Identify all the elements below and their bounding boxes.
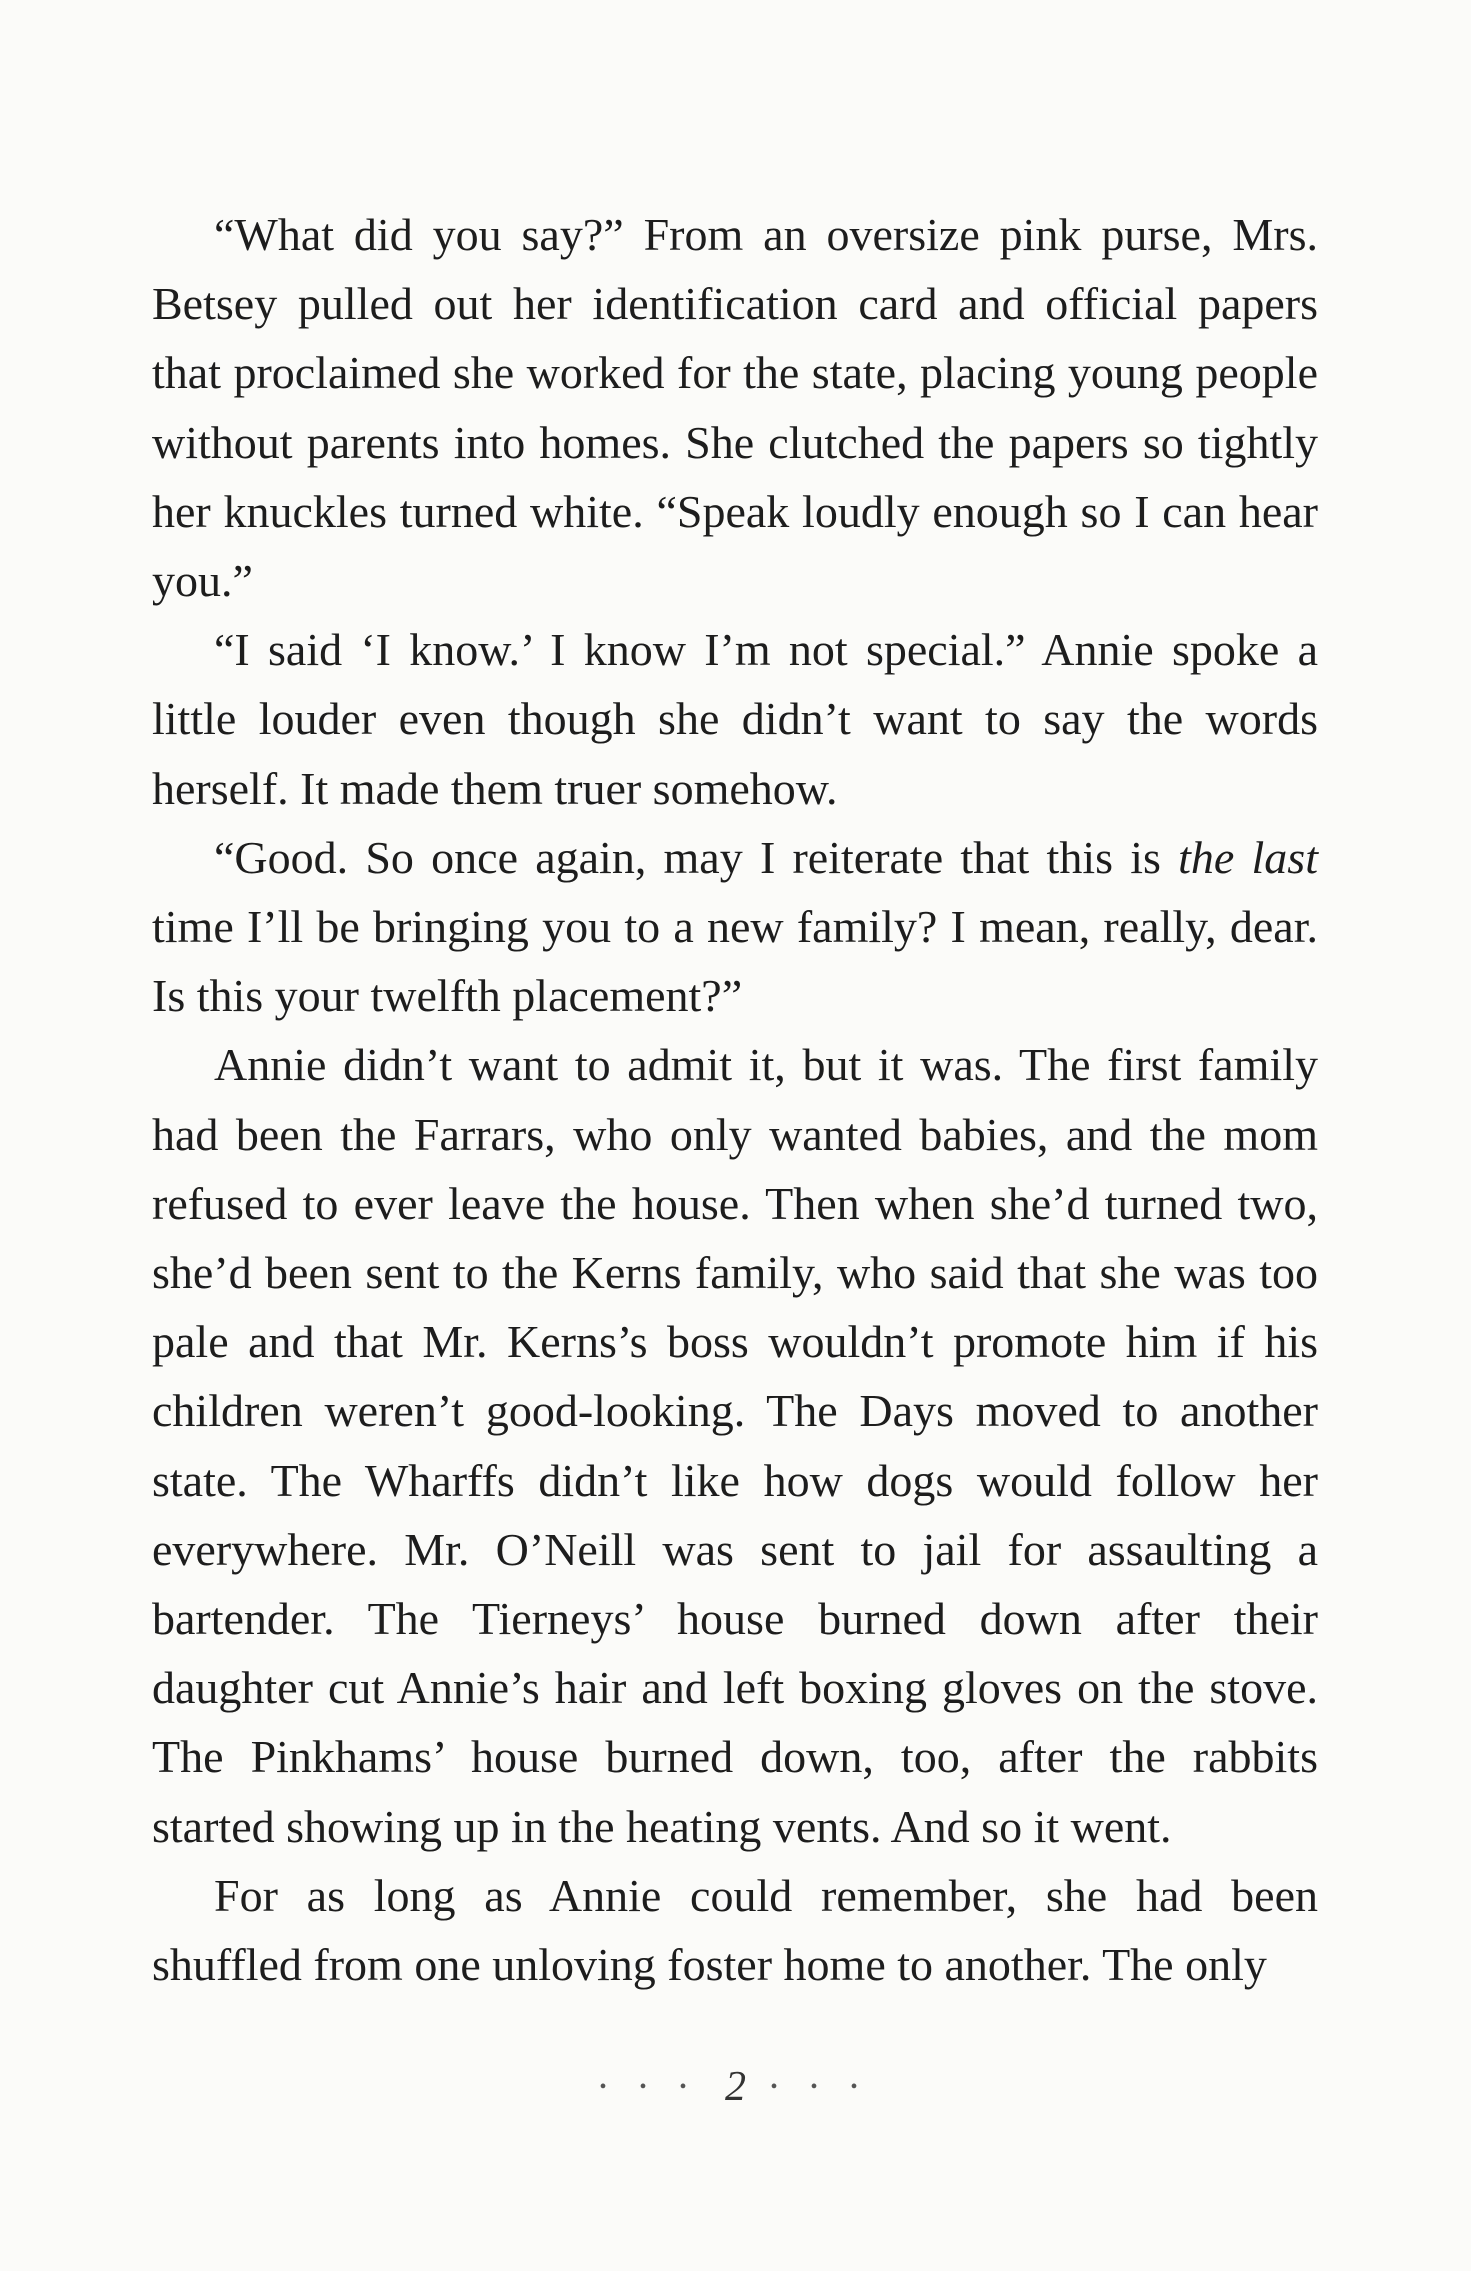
paragraph-3-emphasis: the last (1178, 831, 1318, 883)
paragraph-3-text-before: “Good. So once again, may I reiterate that this is (214, 831, 1179, 883)
paragraph-4: Annie didn’t want to admit it, but it was. The first family had been the Farrars, who only wanted babies, and the mom refused to ever leave the house. Then when she’d turned two, she’d been sent to the Kerns family, who said that she was too pale and that Mr. Kerns’s boss wouldn’t promote him if his children weren’t good-looking. The Days moved to another state. The Wharffs didn’t like how dogs would follow her everywhere. Mr. O’Neill was sent to jail for assaulting a bartender. The Tierneys’ house burned down after their daughter cut Annie’s hair and left boxing gloves on the stove. The Pinkhams’ house burned down, too, after the rabbits started showing up in the heating vents. And so it went. (152, 1039, 1318, 1852)
paragraph-3-text-after: time I’ll be bringing you to a new family? I mean, really, dear. Is this your twelfth placement?” (152, 901, 1318, 1022)
paragraph-2: “I said ‘I know.’ I know I’m not special.” Annie spoke a little louder even though she didn’t want to say the words herself. It made them truer somehow. (152, 624, 1318, 814)
page-footer (0, 2060, 1471, 2111)
page-number: 2 (725, 2064, 746, 2111)
paragraph-5: For as long as Annie could remember, she had been shuffled from one unloving foster home to another. The only (152, 1869, 1318, 1991)
body-text (152, 200, 1318, 1999)
paragraph-1: “What did you say?” From an oversize pink purse, Mrs. Betsey pulled out her identification card and official papers that proclaimed she worked for the state, placing young people without parents into homes. She clutched the papers so tightly her knuckles turned white. “Speak loudly enough so I can hear you.” (152, 209, 1318, 607)
paragraph-3 (152, 823, 1318, 1031)
footer-ornament-left: • • • (599, 2075, 701, 2098)
footer-ornament-right: • • • (770, 2075, 872, 2098)
